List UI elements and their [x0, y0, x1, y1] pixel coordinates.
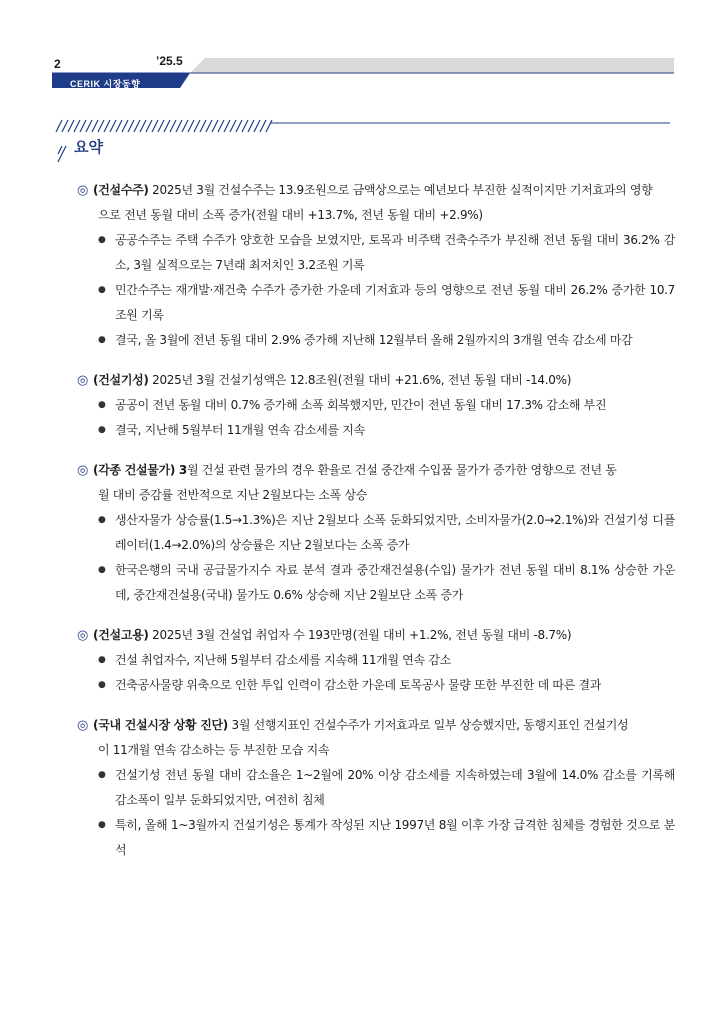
section-construction-output — [77, 368, 675, 443]
bullet-icon: ● — [98, 655, 106, 665]
section-lead-continuation: 월 대비 증감률 전반적으로 지난 2월보다는 소폭 상승 — [98, 488, 368, 502]
section-market-diagnosis — [77, 713, 675, 863]
section-topic: (건설기성) — [93, 373, 149, 387]
bullet-icon: ● — [98, 425, 106, 435]
summary-content — [77, 178, 675, 878]
section-topic: (국내 건설시장 상황 진단) — [93, 718, 228, 732]
list-item — [77, 228, 675, 278]
list-item — [77, 558, 675, 608]
bullet-text: 공공이 전년 동월 대비 0.7% 증가해 소폭 회복했지만, 민간이 전년 동월 대비 17.3% 감소해 부진 — [115, 398, 607, 412]
section-lead-text: 2025년 3월 건설수주는 13.9조원으로 금액상으로는 예년보다 부진한 실적이지만 기저효과의 영향 — [148, 183, 653, 197]
bullet-icon: ● — [98, 565, 106, 575]
bullet-text: 건설기성 전년 동월 대비 감소율은 1~2월에 20% 이상 감소세를 지속하였는데 3월에 14.0% 감소를 기록해 감소폭이 일부 둔화되었지만, 여전히 침체 — [115, 768, 675, 807]
bullet-text: 생산자물가 상승률(1.5→1.3%)은 지난 2월보다 소폭 둔화되었지만, 소비자물가(2.0→2.1%)와 건설기성 디플레이터(1.4→2.0%)의 상승률은 지난 2월보다는 소폭 증가 — [115, 513, 675, 552]
bullet-icon: ● — [98, 285, 106, 295]
list-item — [77, 393, 675, 418]
bullet-icon: ● — [98, 335, 106, 345]
section-lead-text: 2025년 3월 건설업 취업자 수 193만명(전월 대비 +1.2%, 전년 동월 대비 -8.7%) — [148, 628, 572, 642]
section-topic: (건설수주) — [93, 183, 149, 197]
page-number: 2 — [54, 57, 61, 71]
list-item — [77, 673, 675, 698]
section-marker-icon: ◎ — [77, 628, 89, 643]
bullet-icon: ● — [98, 680, 106, 690]
section-marker-icon: ◎ — [77, 718, 89, 733]
section-marker-icon: ◎ — [77, 373, 89, 388]
header-tag: CERIK 시장동향 — [70, 79, 141, 89]
section-topic: (건설고용) — [93, 628, 149, 642]
list-item — [77, 648, 675, 673]
bullet-text: 민간수주는 재개발·재건축 수주가 증가한 가운데 기저효과 등의 영향으로 전년 동월 대비 26.2% 증가한 10.7조원 기록 — [115, 283, 675, 322]
section-lead — [77, 458, 675, 508]
summary-title-decoration — [0, 0, 724, 170]
bullet-text: 건설 취업자수, 지난해 5월부터 감소세를 지속해 11개월 연속 감소 — [115, 653, 451, 667]
section-marker-icon: ◎ — [77, 183, 89, 198]
section-construction-employment — [77, 623, 675, 698]
bullet-text: 특히, 올해 1~3월까지 건설기성은 통계가 작성된 지난 1997년 8월 이후 가장 급격한 침체를 경험한 것으로 분석 — [115, 818, 675, 857]
bullet-text: 건축공사물량 위축으로 인한 투입 인력이 감소한 가운데 토목공사 물량 또한 부진한 데 따른 결과 — [115, 678, 602, 692]
list-item — [77, 763, 675, 813]
list-item — [77, 328, 675, 353]
summary-title: 요약 — [74, 138, 103, 156]
section-lead — [77, 623, 675, 648]
section-construction-prices — [77, 458, 675, 608]
section-topic: (각종 건설물가) 3 — [93, 463, 187, 477]
section-lead-text: 3월 선행지표인 건설수주가 기저효과로 일부 상승했지만, 동행지표인 건설기성 — [227, 718, 629, 732]
bullet-text: 결국, 올 3월에 전년 동월 대비 2.9% 증가해 지난해 12월부터 올해 2월까지의 3개월 연속 감소세 마감 — [115, 333, 633, 347]
bullet-text: 결국, 지난해 5월부터 11개월 연속 감소세를 지속 — [115, 423, 365, 437]
bullet-icon: ● — [98, 770, 106, 780]
section-lead-text: 2025년 3월 건설기성액은 12.8조원(전월 대비 +21.6%, 전년 동월 대비 -14.0%) — [148, 373, 572, 387]
bullet-text: 한국은행의 국내 공급물가지수 자료 분석 결과 중간재건설용(수입) 물가가 전년 동월 대비 8.1% 상승한 가운데, 중간재건설용(국내) 물가도 0.6% 상승해 지난 2월보단 소폭 증가 — [115, 563, 675, 602]
list-item — [77, 278, 675, 328]
section-marker-icon: ◎ — [77, 463, 89, 478]
issue-label: ’25.5 — [156, 54, 183, 68]
section-lead — [77, 178, 675, 228]
bullet-text: 공공수주는 주택 수주가 양호한 모습을 보였지만, 토목과 비주택 건축수주가 부진해 전년 동월 대비 36.2% 감소, 3월 실적으로는 7년래 최저치인 3.2조원 기록 — [115, 233, 675, 272]
bullet-icon: ● — [98, 400, 106, 410]
section-lead — [77, 713, 675, 763]
section-lead-continuation: 이 11개월 연속 감소하는 등 부진한 모습 지속 — [98, 743, 330, 757]
list-item — [77, 508, 675, 558]
bullet-icon: ● — [98, 515, 106, 525]
list-item — [77, 813, 675, 863]
bullet-icon: ● — [98, 235, 106, 245]
section-lead-text: 월 건설 관련 물가의 경우 환율로 건설 중간재 수입품 물가가 증가한 영향으로 전년 동 — [186, 463, 617, 477]
bullet-icon: ● — [98, 820, 106, 830]
section-construction-orders — [77, 178, 675, 353]
section-lead — [77, 368, 675, 393]
list-item — [77, 418, 675, 443]
section-lead-continuation: 으로 전년 동월 대비 소폭 증가(전월 대비 +13.7%, 전년 동월 대비 +2.9%) — [98, 208, 483, 222]
